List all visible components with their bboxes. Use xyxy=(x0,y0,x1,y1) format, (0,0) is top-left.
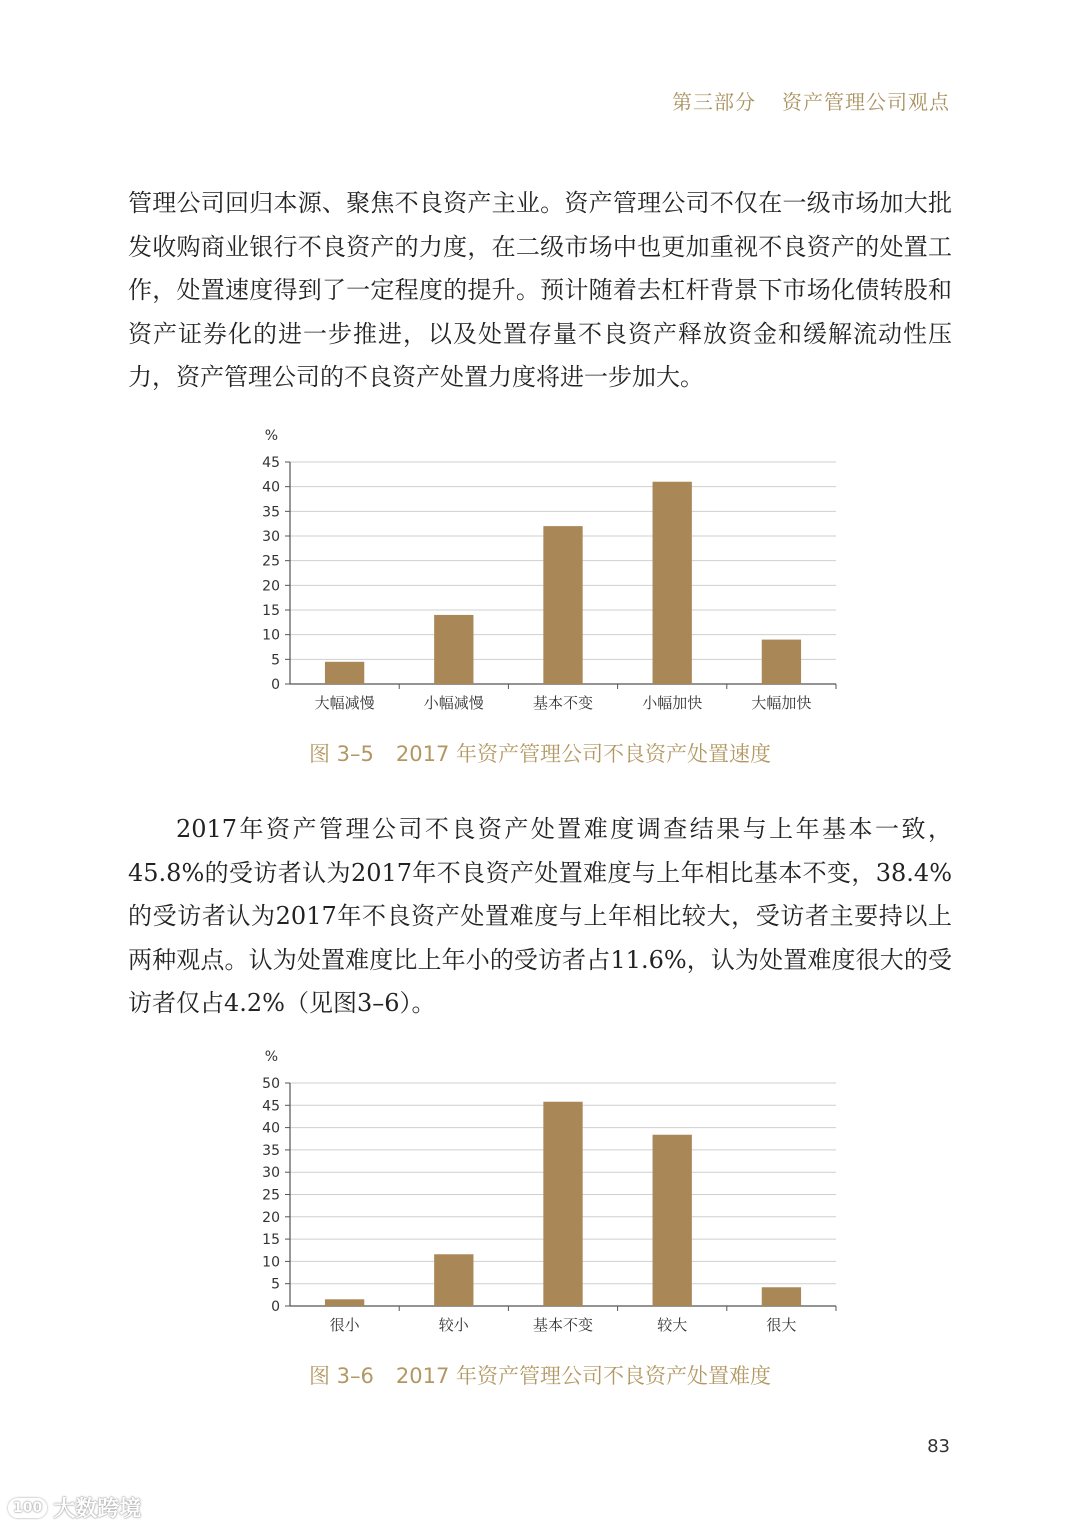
y-tick-label: 40 xyxy=(262,1120,280,1137)
bar-2 xyxy=(434,1254,473,1306)
figure-title: 2017 年资产管理公司不良资产处置难度 xyxy=(395,1364,772,1388)
y-axis-unit-label: % xyxy=(264,1049,278,1065)
body-paragraph-1: 管理公司回归本源、聚焦不良资产主业。资产管理公司不仅在一级市场加大批发收购商业银行不良资产的力度，在二级市场中也更加重视不良资产的处置工作，处置速度得到了一定程度的提升。预计随着去杠杆背景下市场化债转股和资产证券化的进一步推进，以及处置存量不良资产释放资金和缓解流动性压力，资产管理公司的不良资产处置力度将进一步加大。 xyxy=(128,189,952,391)
bar-4 xyxy=(653,482,692,684)
x-tick-label: 基本不变 xyxy=(532,694,594,712)
y-tick-label: 10 xyxy=(262,627,280,644)
x-tick-label: 大幅加快 xyxy=(751,694,812,712)
y-tick-label: 0 xyxy=(271,1299,280,1315)
y-tick-label: 25 xyxy=(262,553,280,570)
y-tick-label: 45 xyxy=(262,1098,280,1115)
watermark-text: 大数跨境 xyxy=(53,1497,142,1522)
y-tick-label: 20 xyxy=(262,578,280,595)
watermark-logo-icon: 100 xyxy=(8,1498,47,1518)
page-number: 83 xyxy=(927,1436,950,1457)
y-tick-label: 35 xyxy=(262,1142,280,1159)
bar-3 xyxy=(543,526,582,684)
bar-chart-disposal-speed xyxy=(240,420,860,720)
x-tick-label: 小幅减慢 xyxy=(423,694,484,712)
y-axis-unit-label: % xyxy=(264,428,278,444)
bar-1 xyxy=(325,1299,364,1306)
chart-svg xyxy=(240,420,860,720)
bar-4 xyxy=(653,1135,692,1306)
x-tick-label: 较小 xyxy=(438,1316,469,1334)
y-tick-label: 15 xyxy=(262,603,280,619)
y-tick-label: 40 xyxy=(262,479,280,496)
figure-number: 图 3–6 xyxy=(308,1364,374,1388)
x-tick-label: 小幅加快 xyxy=(642,694,703,712)
chart-svg xyxy=(240,1040,860,1340)
y-tick-label: 10 xyxy=(262,1254,280,1271)
y-tick-label: 35 xyxy=(262,504,280,521)
figure-title: 2017 年资产管理公司不良资产处置速度 xyxy=(395,742,772,766)
running-header xyxy=(672,86,950,115)
y-tick-label: 30 xyxy=(262,529,280,545)
x-tick-label: 较大 xyxy=(657,1316,688,1334)
y-tick-label: 25 xyxy=(262,1187,280,1204)
y-tick-label: 30 xyxy=(262,1165,280,1182)
y-tick-label: 5 xyxy=(271,1276,280,1293)
figure-caption-3-6 xyxy=(0,1360,1080,1390)
y-tick-label: 0 xyxy=(271,677,280,693)
y-tick-label: 45 xyxy=(262,455,280,471)
y-tick-label: 15 xyxy=(262,1232,280,1249)
bar-5 xyxy=(762,640,801,684)
header-section: 资产管理公司观点 xyxy=(782,90,950,114)
figure-number: 图 3–5 xyxy=(308,742,374,766)
bar-5 xyxy=(762,1287,801,1306)
y-tick-label: 20 xyxy=(262,1209,280,1226)
bar-chart-disposal-difficulty xyxy=(240,1040,860,1340)
x-tick-label: 基本不变 xyxy=(532,1316,594,1334)
x-tick-label: 大幅减慢 xyxy=(314,694,375,712)
header-part: 第三部分 xyxy=(672,90,756,114)
bar-3 xyxy=(543,1102,582,1306)
body-paragraph-2: 2017年资产管理公司不良资产处置难度调查结果与上年基本一致，45.8%的受访者认为2017年不良资产处置难度与上年相比基本不变，38.4%的受访者认为2017年不良资产处置难度与上年相比较大，受访者主要持以上两种观点。认为处置难度比上年小的受访者占11.6%，认为处置难度很大的受访者仅占4.2%（见图3–6）。 xyxy=(128,815,952,1017)
watermark xyxy=(8,1492,141,1523)
x-tick-label: 很小 xyxy=(329,1316,360,1334)
y-tick-label: 50 xyxy=(262,1076,280,1092)
y-tick-label: 5 xyxy=(271,652,280,669)
bar-1 xyxy=(325,662,364,684)
x-tick-label: 很大 xyxy=(766,1316,797,1334)
figure-caption-3-5 xyxy=(0,738,1080,768)
bar-2 xyxy=(434,615,473,684)
